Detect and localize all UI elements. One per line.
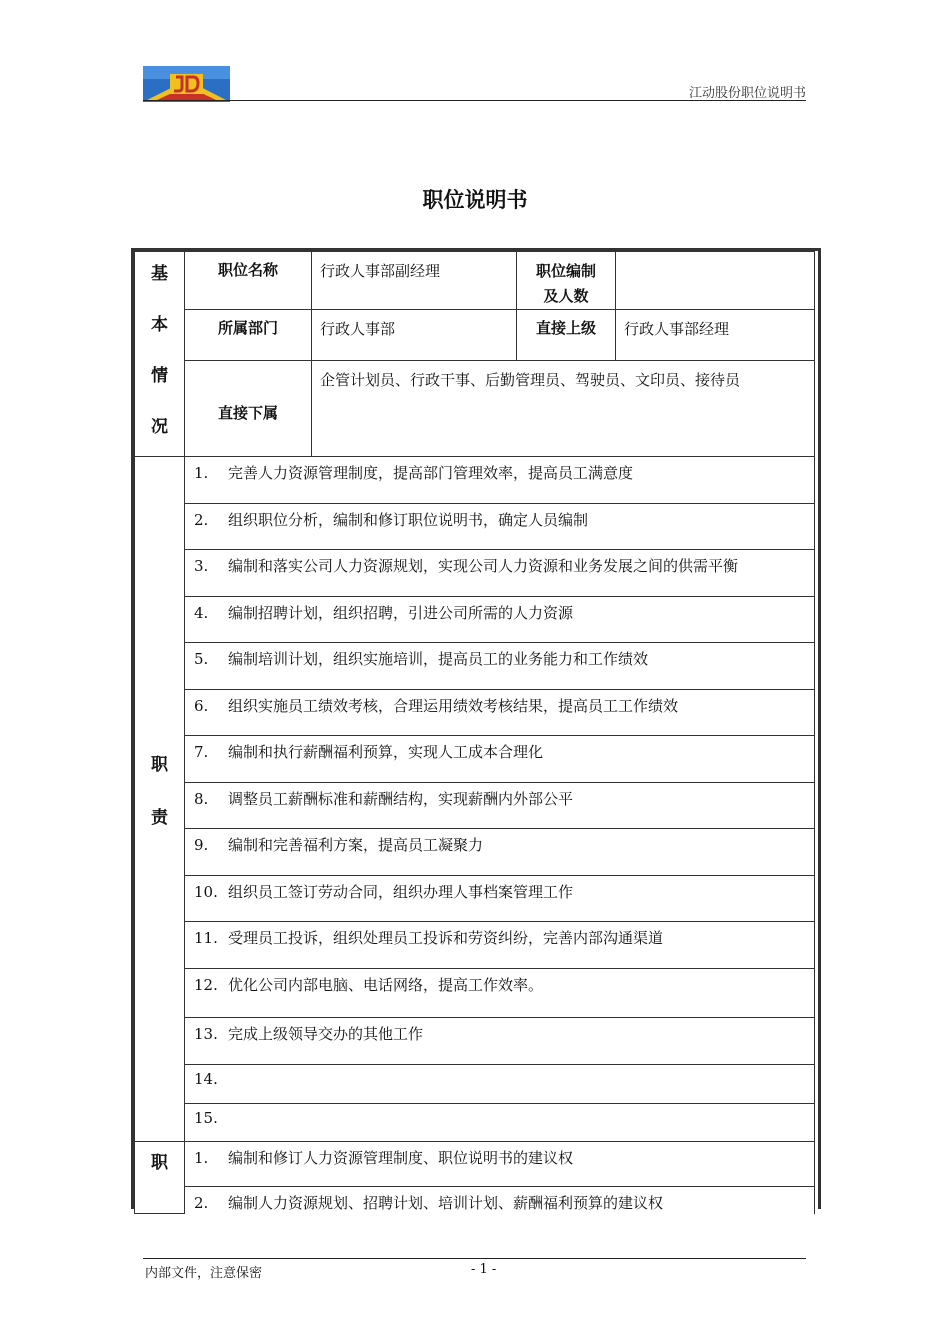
page-number: - 1 - (471, 1262, 497, 1277)
company-logo (143, 66, 230, 102)
duty-row-7 (135, 736, 815, 783)
headcount-value (616, 252, 815, 310)
authority-row-2 (135, 1187, 815, 1214)
duty-row-6 (135, 690, 815, 736)
duty-row-10 (135, 876, 815, 922)
duty-row-8 (135, 783, 815, 829)
duty-item: 8. 调整员工薪酬标准和薪酬结构，实现薪酬内外部公平 (185, 783, 815, 829)
position-name-value: 行政人事部副经理 (312, 252, 517, 310)
duty-item: 5. 编制培训计划，组织实施培训，提高员工的业务能力和工作绩效 (185, 643, 815, 690)
authority-item: 1. 编制和修订人力资源管理制度、职位说明书的建议权 (185, 1142, 815, 1187)
job-description-table (134, 251, 815, 1214)
row-position-name (135, 252, 815, 310)
duty-item: 2. 组织职位分析，编制和修订职位说明书，确定人员编制 (185, 504, 815, 550)
supervisor-value: 行政人事部经理 (616, 310, 815, 361)
position-name-label: 职位名称 (185, 252, 312, 310)
document-title: 职位说明书 (422, 188, 528, 212)
supervisor-label: 直接上级 (517, 310, 616, 361)
row-subordinates (135, 361, 815, 457)
section-authority-label: 职 (135, 1142, 185, 1214)
duty-item: 12. 优化公司内部电脑、电话网络，提高工作效率。 (185, 969, 815, 1018)
footer-confidential: 内部文件，注意保密 (145, 1266, 263, 1281)
duty-row-13 (135, 1018, 815, 1065)
authority-item: 2. 编制人力资源规划、招聘计划、培训计划、薪酬福利预算的建议权 (185, 1187, 815, 1214)
section-basic-label: 基 本 情 况 (135, 252, 185, 457)
duty-item: 7. 编制和执行薪酬福利预算，实现人工成本合理化 (185, 736, 815, 783)
duty-row-14 (135, 1065, 815, 1104)
duty-row-9 (135, 829, 815, 876)
department-value: 行政人事部 (312, 310, 517, 361)
duty-item: 1. 完善人力资源管理制度，提高部门管理效率，提高员工满意度 (185, 457, 815, 504)
duty-item: 15. (185, 1104, 815, 1142)
duty-row-2 (135, 504, 815, 550)
subordinates-value: 企管计划员、行政干事、后勤管理员、驾驶员、文印员、接待员 (312, 361, 815, 457)
department-label: 所属部门 (185, 310, 312, 361)
duty-row-5 (135, 643, 815, 690)
duty-row-3 (135, 550, 815, 597)
duty-item: 6. 组织实施员工绩效考核，合理运用绩效考核结果，提高员工工作绩效 (185, 690, 815, 736)
row-department (135, 310, 815, 361)
header-doc-name: 江动股份职位说明书 (688, 86, 806, 101)
headcount-label: 职位编制 及人数 (517, 252, 616, 310)
duty-item: 4. 编制招聘计划，组织招聘，引进公司所需的人力资源 (185, 597, 815, 643)
duty-row-1 (135, 457, 815, 504)
duty-item: 13. 完成上级领导交办的其他工作 (185, 1018, 815, 1065)
section-duties-label: 职 责 (135, 457, 185, 1142)
duty-item: 10. 组织员工签订劳动合同，组织办理人事档案管理工作 (185, 876, 815, 922)
header-divider (143, 100, 806, 101)
subordinates-label: 直接下属 (185, 361, 312, 457)
duty-item: 9. 编制和完善福利方案，提高员工凝聚力 (185, 829, 815, 876)
authority-row-1 (135, 1142, 815, 1187)
duty-row-12 (135, 969, 815, 1018)
duty-item: 14. (185, 1065, 815, 1104)
footer-divider (143, 1258, 806, 1259)
duty-row-4 (135, 597, 815, 643)
duty-item: 3. 编制和落实公司人力资源规划，实现公司人力资源和业务发展之间的供需平衡 (185, 550, 815, 597)
duty-row-15 (135, 1104, 815, 1142)
duty-item: 11. 受理员工投诉，组织处理员工投诉和劳资纠纷，完善内部沟通渠道 (185, 922, 815, 969)
duty-row-11 (135, 922, 815, 969)
